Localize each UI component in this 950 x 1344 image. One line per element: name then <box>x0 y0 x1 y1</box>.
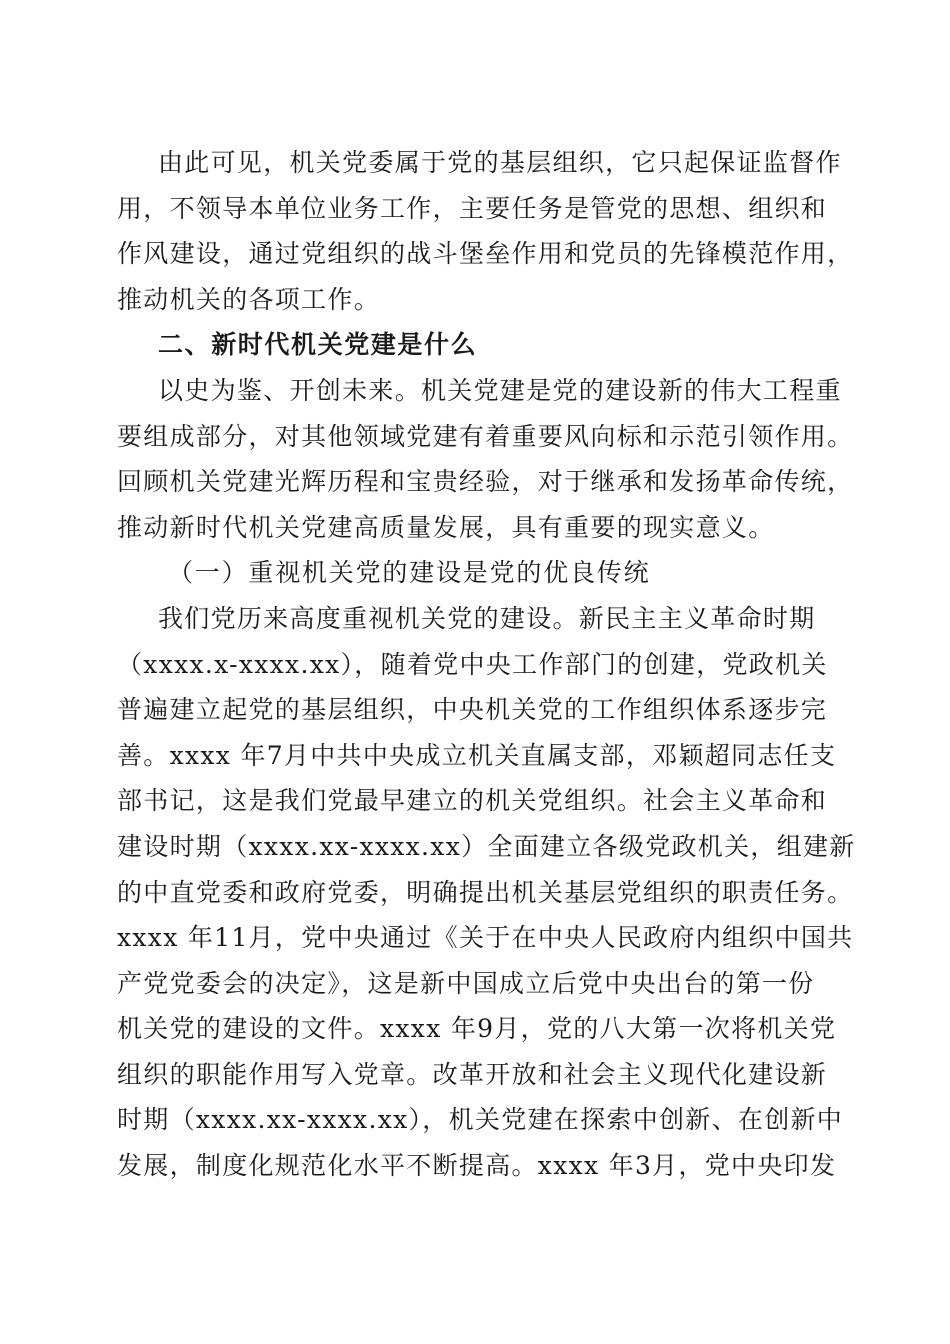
paragraph-1-line-1: 由此可见，机关党委属于党的基层组织，它只起保证监督作 <box>158 148 842 177</box>
paragraph-3-line-2: （xxxx.x-xxxx.xx），随着党中央工作部门的创建，党政机关 <box>117 649 828 679</box>
paragraph-2-line-3: 回顾机关党建光辉历程和宝贵经验，对于继承和发扬革命传统， <box>117 467 854 497</box>
paragraph-3-line-13: 发展，制度化规范化水平不断提高。xxxx 年3月，党中央印发 <box>117 1151 837 1181</box>
paragraph-3-line-10: 机关党的建设的文件。xxxx 年9月，党的八大第一次将机关党 <box>117 1014 837 1044</box>
paragraph-3-line-1: 我们党历来高度重视机关党的建设。新民主主义革命时期 <box>158 603 816 633</box>
paragraph-1-line-3: 作风建设，通过党组织的战斗堡垒作用和党员的先锋模范作用， <box>117 239 854 269</box>
paragraph-3-line-6: 建设时期（xxxx.xx-xxxx.xx）全面建立各级党政机关，组建新 <box>117 831 856 861</box>
paragraph-1-line-4: 推动机关的各项工作。 <box>117 284 381 314</box>
paragraph-3-line-11: 组织的职能作用写入党章。改革开放和社会主义现代化建设新 <box>117 1059 828 1089</box>
paragraph-3-line-3: 普遍建立起党的基层组织，中央机关党的工作组织体系逐步完 <box>117 695 828 725</box>
paragraph-2-line-2: 要组成部分，对其他领域党建有着重要风向标和示范引领作用。 <box>117 421 854 451</box>
subsection-heading-1: （一）重视机关党的建设是党的优良传统 <box>168 558 651 588</box>
paragraph-3-line-12: 时期（xxxx.xx-xxxx.xx），机关党建在探索中创新、在创新中 <box>117 1105 844 1135</box>
paragraph-3-line-7: 的中直党委和政府党委，明确提出机关基层党组织的职责任务。 <box>117 877 854 907</box>
paragraph-3-line-9: 产党党委会的决定》，这是新中国成立后党中央出台的第一份 <box>117 968 815 998</box>
paragraph-3-line-8: xxxx 年11月，党中央通过《关于在中央人民政府内组织中国共 <box>117 923 854 953</box>
paragraph-1-line-2: 用，不领导本单位业务工作，主要任务是管党的思想、组织和 <box>117 193 828 223</box>
section-heading-2: 二、新时代机关党建是什么 <box>158 330 478 360</box>
paragraph-3-line-4: 善。xxxx 年7月中共中央成立机关直属支部，邓颖超同志任支 <box>117 740 837 770</box>
document-body <box>117 140 856 1189</box>
paragraph-2-line-1: 以史为鉴、开创未来。机关党建是党的建设新的伟大工程重 <box>158 375 842 405</box>
paragraph-2-line-4: 推动新时代机关党建高质量发展，具有重要的现实意义。 <box>117 512 775 542</box>
paragraph-3-line-5: 部书记，这是我们党最早建立的机关党组织。社会主义革命和 <box>117 786 828 816</box>
